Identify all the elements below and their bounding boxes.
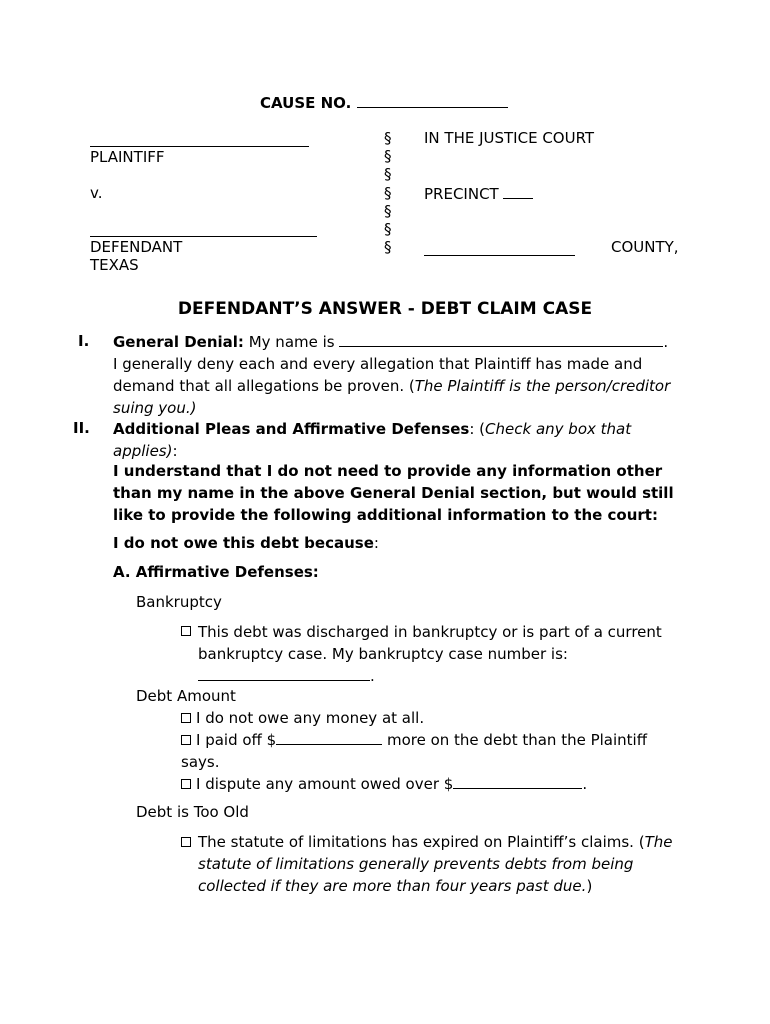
period: . [663, 333, 669, 351]
colon: : [373, 534, 379, 552]
dispute-prefix: I dispute any amount owed over $ [196, 775, 454, 793]
versus-label: v. [90, 184, 103, 202]
additional-pleas-heading-line [113, 418, 673, 462]
checkbox-icon[interactable] [181, 713, 191, 723]
defendant-name-blank[interactable] [90, 236, 317, 237]
plaintiff-label: PLAINTIFF [90, 148, 165, 166]
period: . [370, 667, 375, 685]
debt-amount-text-1: I do not owe any money at all. [196, 709, 425, 727]
section-one-numeral: I. [78, 332, 90, 350]
checkbox-icon[interactable] [181, 779, 191, 789]
section-symbol: § [384, 165, 392, 184]
checkbox-icon[interactable] [181, 735, 191, 745]
general-denial-heading: General Denial: [113, 333, 244, 351]
plaintiff-name-blank[interactable] [90, 146, 309, 147]
statute-text: The statute of limitations has expired on Plaintiff’s claims. ( [198, 833, 645, 851]
too-old-checkbox[interactable] [181, 833, 196, 851]
bankruptcy-item [198, 621, 678, 687]
paid-off-amount-blank[interactable] [276, 730, 382, 745]
checkbox-icon[interactable] [181, 626, 191, 636]
general-denial-body [113, 353, 683, 419]
checkbox-icon[interactable] [181, 837, 191, 847]
affirmative-defenses-heading: A. Affirmative Defenses: [113, 563, 319, 581]
section-symbol: § [384, 201, 392, 220]
court-label: IN THE JUSTICE COURT [424, 129, 595, 147]
too-old-item [198, 831, 688, 897]
defendant-name-field[interactable] [339, 332, 663, 347]
texas-label: TEXAS [90, 256, 139, 274]
precinct-blank[interactable] [503, 184, 533, 199]
colon: : ( [469, 420, 486, 438]
precinct-label: PRECINCT [424, 185, 499, 203]
debt-amount-item-2 [181, 729, 671, 773]
debt-amount-item-3 [181, 774, 587, 793]
not-owe-line [113, 534, 379, 552]
document-title: DEFENDANT’S ANSWER - DEBT CLAIM CASE [177, 299, 593, 319]
statute-note: The statute of limitations generally prevents debts from being collected if they are more than four years past due. [198, 833, 673, 895]
plaintiff-note: The Plaintiff is the person/creditor suing you.) [113, 377, 671, 417]
paid-off-prefix: I paid off $ [196, 731, 277, 749]
cause-number-line [260, 93, 508, 112]
paid-off-wrap: says. [181, 753, 220, 771]
paid-off-suffix: more on the debt than the Plaintiff [386, 731, 648, 749]
bankruptcy-case-number-blank[interactable] [198, 666, 370, 681]
check-note: Check any box that applies) [113, 420, 632, 460]
cause-number-blank[interactable] [357, 93, 508, 108]
county-label: COUNTY, [611, 238, 679, 256]
too-old-heading: Debt is Too Old [136, 803, 249, 821]
bankruptcy-checkbox[interactable] [181, 622, 196, 640]
debt-amount-item-1 [181, 709, 424, 727]
section-symbol: § [384, 129, 392, 147]
debt-amount-heading: Debt Amount [136, 687, 236, 705]
section-symbol: § [384, 147, 392, 166]
section-symbol: § [384, 183, 392, 202]
defendant-label: DEFENDANT [90, 238, 183, 256]
cause-number-label: CAUSE NO. [260, 94, 352, 112]
section-symbol: § [384, 238, 392, 257]
understand-statement: I understand that I do not need to provide any information other than my name in the above General Denial section, but would still like to provide the following additional information to the court: [113, 462, 674, 524]
general-denial-text: I generally deny each and every allegation that Plaintiff has made and demand that all allegations be proven. ( [113, 355, 643, 395]
close-paren: ) [586, 877, 593, 895]
bankruptcy-text: This debt was discharged in bankruptcy or is part of a current bankruptcy case. My bankruptcy case number is: [198, 623, 662, 663]
section-symbol-column [384, 129, 396, 256]
precinct-line [424, 184, 533, 203]
colon: : [172, 442, 178, 460]
section-two-numeral: II. [73, 419, 90, 437]
name-prefix: My name is [248, 333, 335, 351]
general-denial-line [113, 332, 668, 351]
period: . [582, 775, 588, 793]
not-owe-heading: I do not owe this debt because [113, 534, 374, 552]
bankruptcy-heading: Bankruptcy [136, 593, 222, 611]
section-symbol: § [384, 220, 392, 239]
dispute-amount-blank[interactable] [453, 774, 582, 789]
additional-pleas-heading: Additional Pleas and Affirmative Defenses [113, 420, 470, 438]
county-name-blank[interactable] [424, 255, 575, 256]
